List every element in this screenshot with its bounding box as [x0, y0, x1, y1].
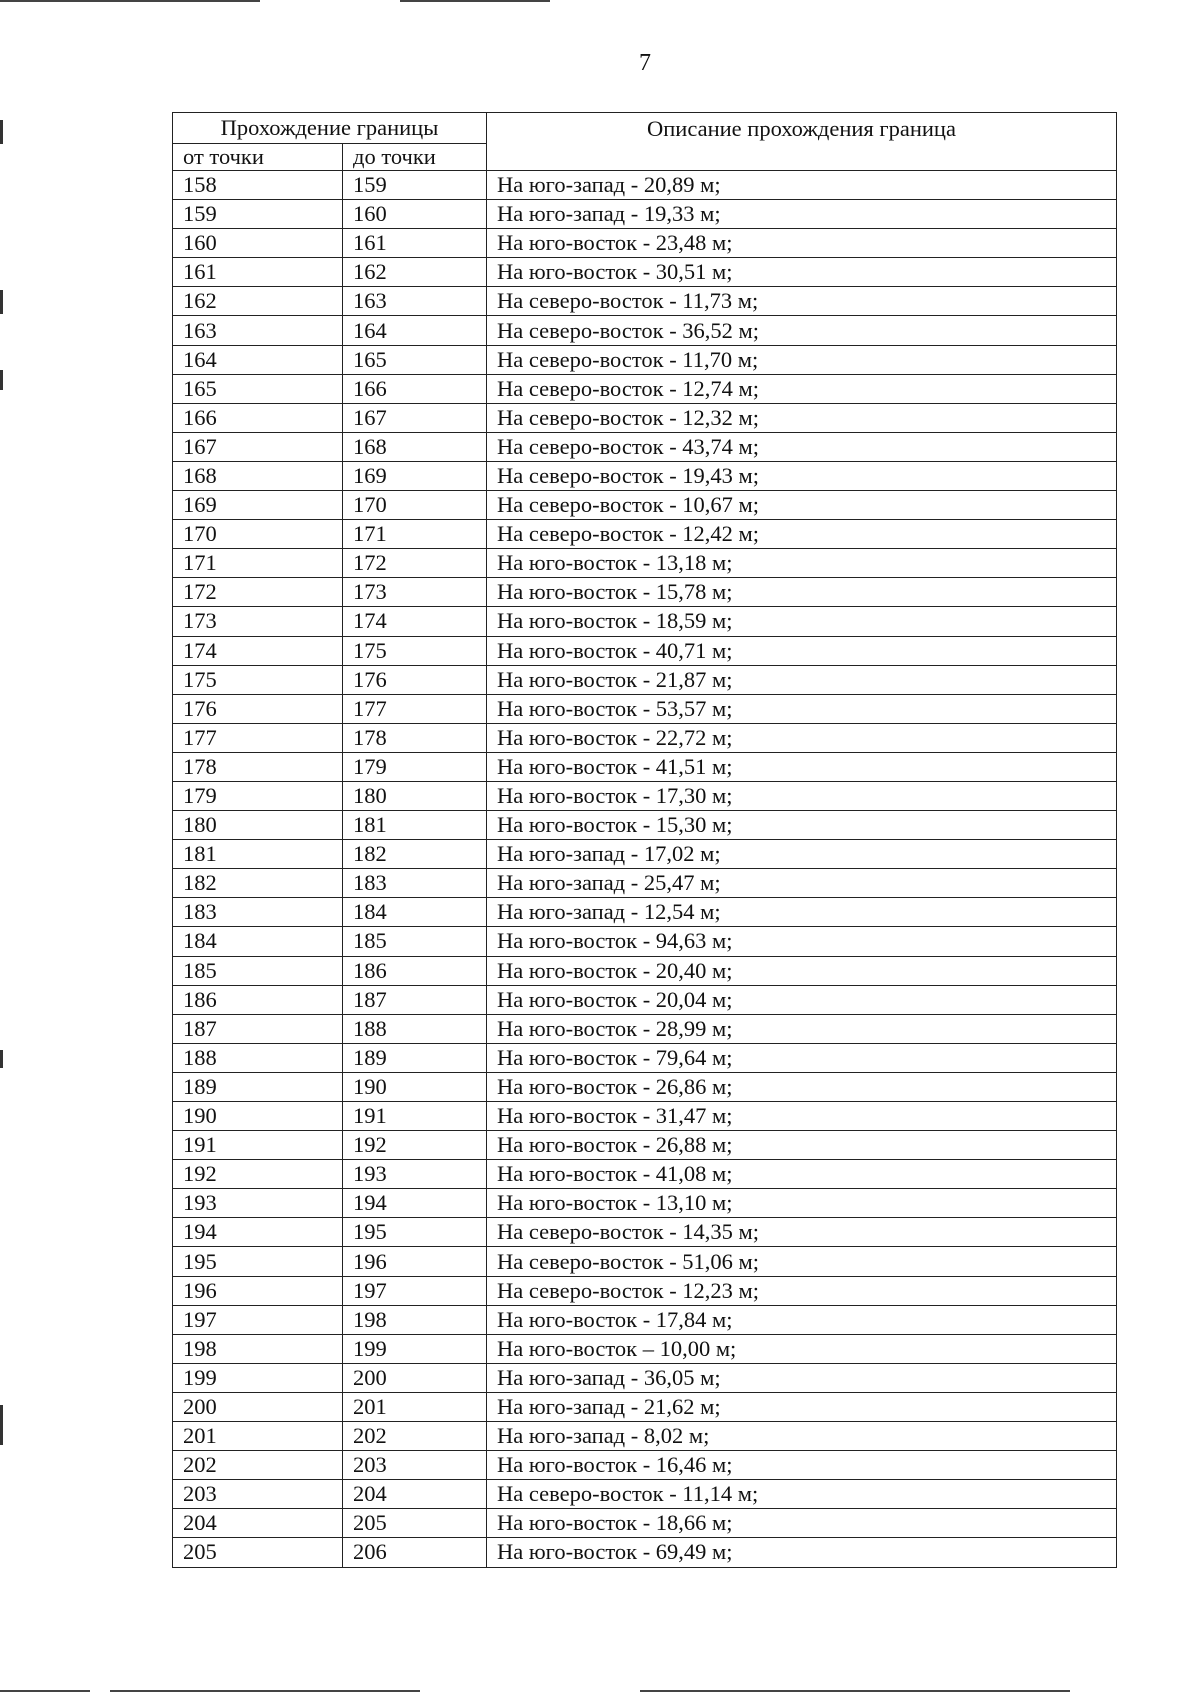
- cell-description: На северо-восток - 14,35 м;: [487, 1218, 1117, 1247]
- cell-from-point: 173: [173, 607, 343, 636]
- table-row: [173, 403, 1117, 432]
- header-description: Описание прохождения граница: [487, 113, 1117, 171]
- cell-to-point: 159: [343, 171, 487, 200]
- cell-from-point: 199: [173, 1363, 343, 1392]
- cell-description: На юго-восток - 16,46 м;: [487, 1451, 1117, 1480]
- cell-from-point: 164: [173, 345, 343, 374]
- cell-to-point: 187: [343, 985, 487, 1014]
- table-row: [173, 1392, 1117, 1421]
- boundary-table: [172, 112, 1117, 1568]
- scan-bottom-rule: [640, 1690, 1070, 1692]
- table-row: [173, 1218, 1117, 1247]
- cell-to-point: 179: [343, 752, 487, 781]
- table-row: [173, 287, 1117, 316]
- cell-to-point: 172: [343, 549, 487, 578]
- cell-to-point: 166: [343, 374, 487, 403]
- table-row: [173, 1131, 1117, 1160]
- table-row: [173, 1160, 1117, 1189]
- cell-description: На юго-запад - 36,05 м;: [487, 1363, 1117, 1392]
- cell-to-point: 175: [343, 636, 487, 665]
- cell-description: На северо-восток - 51,06 м;: [487, 1247, 1117, 1276]
- cell-description: На северо-восток - 19,43 м;: [487, 461, 1117, 490]
- table-row: [173, 200, 1117, 229]
- cell-from-point: 183: [173, 898, 343, 927]
- cell-from-point: 189: [173, 1072, 343, 1101]
- table-row: [173, 1480, 1117, 1509]
- table-row: [173, 811, 1117, 840]
- table-row: [173, 520, 1117, 549]
- cell-to-point: 162: [343, 258, 487, 287]
- cell-to-point: 173: [343, 578, 487, 607]
- cell-from-point: 195: [173, 1247, 343, 1276]
- table-row: [173, 1305, 1117, 1334]
- cell-description: На северо-восток - 12,74 м;: [487, 374, 1117, 403]
- cell-from-point: 171: [173, 549, 343, 578]
- cell-description: На северо-восток - 11,14 м;: [487, 1480, 1117, 1509]
- cell-to-point: 193: [343, 1160, 487, 1189]
- table-row: [173, 1509, 1117, 1538]
- cell-from-point: 204: [173, 1509, 343, 1538]
- table-row: [173, 927, 1117, 956]
- table-row: [173, 1276, 1117, 1305]
- cell-from-point: 190: [173, 1102, 343, 1131]
- cell-description: На юго-восток - 18,59 м;: [487, 607, 1117, 636]
- cell-from-point: 205: [173, 1538, 343, 1567]
- cell-to-point: 200: [343, 1363, 487, 1392]
- cell-description: На северо-восток - 11,70 м;: [487, 345, 1117, 374]
- cell-to-point: 202: [343, 1422, 487, 1451]
- cell-from-point: 185: [173, 956, 343, 985]
- cell-from-point: 166: [173, 403, 343, 432]
- cell-description: На юго-восток - 41,08 м;: [487, 1160, 1117, 1189]
- table-row: [173, 694, 1117, 723]
- cell-from-point: 198: [173, 1334, 343, 1363]
- cell-to-point: 181: [343, 811, 487, 840]
- table-row: [173, 491, 1117, 520]
- cell-description: На юго-восток - 69,49 м;: [487, 1538, 1117, 1567]
- cell-from-point: 162: [173, 287, 343, 316]
- cell-from-point: 181: [173, 840, 343, 869]
- cell-to-point: 180: [343, 781, 487, 810]
- table-row: [173, 316, 1117, 345]
- table-row: [173, 1189, 1117, 1218]
- table-row: [173, 840, 1117, 869]
- table-row: [173, 432, 1117, 461]
- cell-from-point: 160: [173, 229, 343, 258]
- cell-from-point: 163: [173, 316, 343, 345]
- header-to-point: до точки: [343, 144, 487, 171]
- cell-description: На юго-запад - 8,02 м;: [487, 1422, 1117, 1451]
- table-row: [173, 578, 1117, 607]
- cell-from-point: 184: [173, 927, 343, 956]
- cell-description: На юго-запад - 21,62 м;: [487, 1392, 1117, 1421]
- scan-bottom-rule: [110, 1690, 420, 1692]
- cell-description: На юго-восток - 41,51 м;: [487, 752, 1117, 781]
- table-row: [173, 1334, 1117, 1363]
- table-row: [173, 1451, 1117, 1480]
- table-row: [173, 1247, 1117, 1276]
- cell-from-point: 176: [173, 694, 343, 723]
- cell-from-point: 186: [173, 985, 343, 1014]
- cell-to-point: 163: [343, 287, 487, 316]
- cell-to-point: 174: [343, 607, 487, 636]
- cell-from-point: 200: [173, 1392, 343, 1421]
- cell-description: На северо-восток - 12,23 м;: [487, 1276, 1117, 1305]
- cell-to-point: 177: [343, 694, 487, 723]
- table-row: [173, 1072, 1117, 1101]
- cell-from-point: 165: [173, 374, 343, 403]
- cell-description: На юго-восток - 53,57 м;: [487, 694, 1117, 723]
- cell-to-point: 167: [343, 403, 487, 432]
- table-row: [173, 956, 1117, 985]
- table-row: [173, 1538, 1117, 1567]
- table-row: [173, 1422, 1117, 1451]
- cell-to-point: 199: [343, 1334, 487, 1363]
- cell-to-point: 182: [343, 840, 487, 869]
- cell-to-point: 206: [343, 1538, 487, 1567]
- cell-from-point: 174: [173, 636, 343, 665]
- table-row: [173, 636, 1117, 665]
- cell-to-point: 188: [343, 1014, 487, 1043]
- cell-to-point: 198: [343, 1305, 487, 1334]
- table-row: [173, 781, 1117, 810]
- cell-description: На юго-запад - 12,54 м;: [487, 898, 1117, 927]
- cell-to-point: 185: [343, 927, 487, 956]
- cell-description: На юго-восток - 15,30 м;: [487, 811, 1117, 840]
- cell-description: На юго-запад - 25,47 м;: [487, 869, 1117, 898]
- cell-from-point: 172: [173, 578, 343, 607]
- scan-top-rule: [0, 0, 260, 2]
- cell-from-point: 178: [173, 752, 343, 781]
- table-row: [173, 229, 1117, 258]
- cell-from-point: 201: [173, 1422, 343, 1451]
- cell-from-point: 170: [173, 520, 343, 549]
- cell-to-point: 203: [343, 1451, 487, 1480]
- scan-top-rule: [400, 0, 550, 2]
- cell-description: На юго-восток - 17,84 м;: [487, 1305, 1117, 1334]
- cell-to-point: 189: [343, 1043, 487, 1072]
- cell-description: На северо-восток - 12,42 м;: [487, 520, 1117, 549]
- cell-to-point: 201: [343, 1392, 487, 1421]
- cell-description: На юго-восток - 23,48 м;: [487, 229, 1117, 258]
- cell-from-point: 175: [173, 665, 343, 694]
- cell-from-point: 179: [173, 781, 343, 810]
- cell-description: На юго-восток - 94,63 м;: [487, 927, 1117, 956]
- cell-description: На юго-восток - 17,30 м;: [487, 781, 1117, 810]
- cell-from-point: 202: [173, 1451, 343, 1480]
- cell-description: На юго-восток - 22,72 м;: [487, 723, 1117, 752]
- table-row: [173, 258, 1117, 287]
- cell-description: На юго-запад - 20,89 м;: [487, 171, 1117, 200]
- scan-edge-mark: [0, 1405, 3, 1445]
- cell-from-point: 193: [173, 1189, 343, 1218]
- cell-to-point: 178: [343, 723, 487, 752]
- table-row: [173, 1363, 1117, 1392]
- cell-to-point: 170: [343, 491, 487, 520]
- table-row: [173, 461, 1117, 490]
- cell-description: На юго-запад - 17,02 м;: [487, 840, 1117, 869]
- table-row: [173, 607, 1117, 636]
- cell-from-point: 191: [173, 1131, 343, 1160]
- page-number: 7: [639, 50, 651, 76]
- table-row: [173, 1014, 1117, 1043]
- cell-from-point: 203: [173, 1480, 343, 1509]
- table-row: [173, 665, 1117, 694]
- table-row: [173, 869, 1117, 898]
- cell-from-point: 182: [173, 869, 343, 898]
- cell-description: На северо-восток - 36,52 м;: [487, 316, 1117, 345]
- table-body: [173, 171, 1117, 1568]
- cell-to-point: 164: [343, 316, 487, 345]
- cell-to-point: 183: [343, 869, 487, 898]
- cell-from-point: 180: [173, 811, 343, 840]
- cell-from-point: 187: [173, 1014, 343, 1043]
- table-row: [173, 723, 1117, 752]
- table-row: [173, 1102, 1117, 1131]
- cell-description: На юго-восток - 40,71 м;: [487, 636, 1117, 665]
- cell-from-point: 159: [173, 200, 343, 229]
- cell-to-point: 194: [343, 1189, 487, 1218]
- cell-description: На юго-восток - 15,78 м;: [487, 578, 1117, 607]
- table-row: [173, 549, 1117, 578]
- cell-to-point: 190: [343, 1072, 487, 1101]
- cell-to-point: 168: [343, 432, 487, 461]
- cell-description: На юго-восток - 21,87 м;: [487, 665, 1117, 694]
- cell-description: На юго-восток - 13,18 м;: [487, 549, 1117, 578]
- cell-description: На юго-запад - 19,33 м;: [487, 200, 1117, 229]
- cell-to-point: 195: [343, 1218, 487, 1247]
- cell-to-point: 205: [343, 1509, 487, 1538]
- cell-from-point: 161: [173, 258, 343, 287]
- cell-description: На северо-восток - 12,32 м;: [487, 403, 1117, 432]
- cell-description: На северо-восток - 11,73 м;: [487, 287, 1117, 316]
- cell-description: На юго-восток - 13,10 м;: [487, 1189, 1117, 1218]
- cell-description: На северо-восток - 10,67 м;: [487, 491, 1117, 520]
- cell-to-point: 176: [343, 665, 487, 694]
- cell-from-point: 168: [173, 461, 343, 490]
- cell-description: На юго-восток - 20,40 м;: [487, 956, 1117, 985]
- cell-description: На юго-восток - 20,04 м;: [487, 985, 1117, 1014]
- cell-to-point: 204: [343, 1480, 487, 1509]
- cell-description: На северо-восток - 43,74 м;: [487, 432, 1117, 461]
- cell-to-point: 191: [343, 1102, 487, 1131]
- table-row: [173, 171, 1117, 200]
- cell-to-point: 161: [343, 229, 487, 258]
- cell-description: На юго-восток - 26,86 м;: [487, 1072, 1117, 1101]
- table-row: [173, 985, 1117, 1014]
- cell-description: На юго-восток - 31,47 м;: [487, 1102, 1117, 1131]
- cell-to-point: 165: [343, 345, 487, 374]
- cell-description: На юго-восток - 26,88 м;: [487, 1131, 1117, 1160]
- cell-from-point: 188: [173, 1043, 343, 1072]
- cell-from-point: 169: [173, 491, 343, 520]
- cell-from-point: 196: [173, 1276, 343, 1305]
- cell-description: На юго-восток - 79,64 м;: [487, 1043, 1117, 1072]
- table-row: [173, 752, 1117, 781]
- scan-edge-mark: [0, 370, 3, 390]
- scan-bottom-rule: [0, 1690, 90, 1692]
- cell-to-point: 169: [343, 461, 487, 490]
- cell-from-point: 192: [173, 1160, 343, 1189]
- table-row: [173, 345, 1117, 374]
- cell-to-point: 197: [343, 1276, 487, 1305]
- cell-description: На юго-восток – 10,00 м;: [487, 1334, 1117, 1363]
- cell-description: На юго-восток - 30,51 м;: [487, 258, 1117, 287]
- cell-to-point: 192: [343, 1131, 487, 1160]
- cell-from-point: 158: [173, 171, 343, 200]
- cell-to-point: 160: [343, 200, 487, 229]
- table-row: [173, 374, 1117, 403]
- cell-to-point: 171: [343, 520, 487, 549]
- cell-description: На юго-восток - 28,99 м;: [487, 1014, 1117, 1043]
- cell-from-point: 194: [173, 1218, 343, 1247]
- scan-edge-mark: [0, 120, 3, 144]
- cell-description: На юго-восток - 18,66 м;: [487, 1509, 1117, 1538]
- header-boundary-passage: Прохождение границы: [173, 113, 487, 144]
- table-row: [173, 898, 1117, 927]
- table-row: [173, 1043, 1117, 1072]
- cell-from-point: 197: [173, 1305, 343, 1334]
- cell-to-point: 184: [343, 898, 487, 927]
- scan-edge-mark: [0, 290, 3, 314]
- header-from-point: от точки: [173, 144, 343, 171]
- scan-edge-mark: [0, 1050, 3, 1068]
- cell-to-point: 196: [343, 1247, 487, 1276]
- cell-from-point: 167: [173, 432, 343, 461]
- cell-to-point: 186: [343, 956, 487, 985]
- cell-from-point: 177: [173, 723, 343, 752]
